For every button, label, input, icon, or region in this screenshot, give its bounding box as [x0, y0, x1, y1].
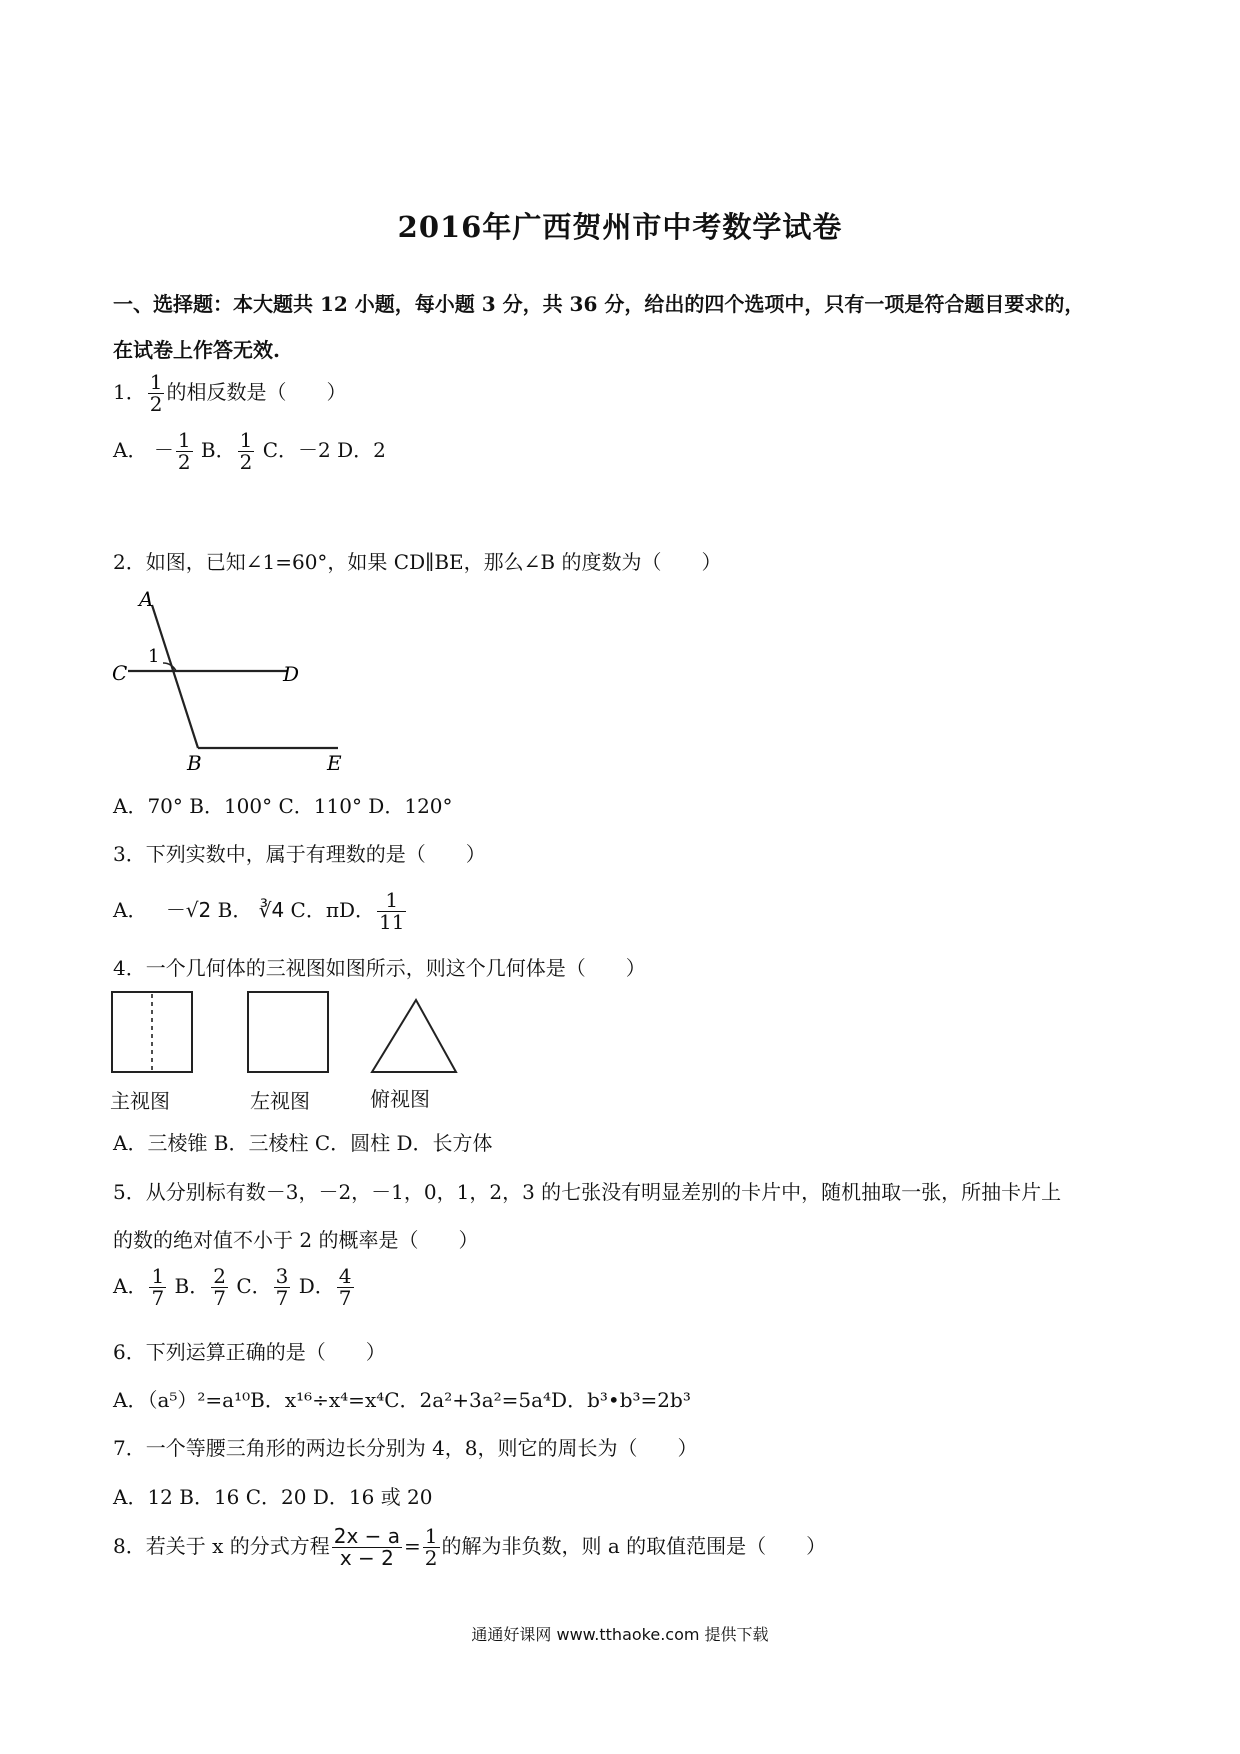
- question-2-options: A．70° B．100° C．110° D．120°: [113, 794, 453, 818]
- label-a: A: [139, 587, 154, 611]
- option-d-fraction: [377, 890, 406, 933]
- option-a-fraction: [149, 1266, 166, 1309]
- equals-sign: =: [404, 1534, 421, 1558]
- left-view-square: [248, 992, 328, 1072]
- numerator: 3: [275, 1264, 289, 1288]
- question-2-stem: 2．如图，已知∠1=60°，如果 CD∥BE，那么∠B 的度数为（ ）: [113, 550, 722, 574]
- view-label-top: 俯视图: [370, 1087, 430, 1111]
- angle-1-arc: [163, 663, 176, 671]
- question-text-post: 的解为非负数，则 a 的取值范围是（ ）: [441, 1534, 827, 1558]
- top-view-triangle: [372, 1000, 456, 1072]
- label-d: D: [283, 662, 300, 686]
- section-heading-line1: 一、选择题：本大题共 12 小题，每小题 3 分，共 36 分，给出的四个选项中，只有一项是符合题目要求的，: [113, 292, 1085, 316]
- numerator: 1: [377, 890, 406, 912]
- fraction: [148, 372, 165, 415]
- question-5-line1: 5．从分别标有数－3，－2，－1，0，1，2，3 的七张没有明显差别的卡片中，随机抽取一张，所抽卡片上: [113, 1180, 1062, 1204]
- question-text: 的相反数是（ ）: [166, 380, 347, 404]
- numerator: 4: [338, 1264, 352, 1288]
- denominator: 2: [177, 450, 191, 474]
- denominator: 2: [149, 392, 163, 416]
- option-d-fraction: [337, 1266, 354, 1309]
- page-title: 2016年广西贺州市中考数学试卷: [397, 210, 843, 244]
- denominator: 7: [338, 1286, 352, 1310]
- option-b-fraction: [211, 1266, 228, 1309]
- option-c-label: C．: [236, 1274, 272, 1298]
- numerator: 1: [239, 428, 253, 452]
- label-angle-1: 1: [148, 646, 160, 667]
- option-b-label: B．: [200, 438, 236, 462]
- option-c-fraction: [274, 1266, 291, 1309]
- option-c: C．π: [290, 898, 339, 922]
- numerator: 1: [151, 1264, 165, 1288]
- question-text-pre: 8．若关于 x 的分式方程: [113, 1534, 330, 1558]
- label-b: B: [187, 751, 202, 773]
- option-a-fraction: [176, 430, 193, 473]
- question-7-stem: 7．一个等腰三角形的两边长分别为 4，8，则它的周长为（ ）: [113, 1436, 698, 1460]
- denominator: 7: [151, 1286, 165, 1310]
- option-b-label: B．: [217, 898, 253, 922]
- page-footer: 通通好课网 www.tthaoke.com 提供下载: [471, 1625, 769, 1644]
- question-3-options: [113, 890, 408, 933]
- option-d-label: D．: [338, 898, 376, 922]
- label-e: E: [327, 751, 342, 773]
- denominator: 2: [424, 1546, 438, 1570]
- minus-sign: －: [153, 438, 174, 462]
- option-d-label: D．: [298, 1274, 335, 1298]
- question-1-options: [113, 430, 386, 473]
- section-heading-line2: 在试卷上作答无效.: [113, 338, 280, 362]
- question-5-line2: 的数的绝对值不小于 2 的概率是（ ）: [113, 1228, 479, 1252]
- question-7-options: A．12 B．16 C．20 D．16 或 20: [113, 1485, 433, 1509]
- denominator: 11: [379, 910, 405, 934]
- view-label-left: 左视图: [250, 1089, 310, 1113]
- option-b-fraction: [238, 430, 255, 473]
- question-number: 1．: [113, 380, 146, 404]
- option-d: D．2: [337, 438, 386, 462]
- question-5-options: [113, 1266, 356, 1309]
- equation-left-fraction: [332, 1526, 402, 1569]
- denominator: 7: [213, 1286, 226, 1310]
- label-c: C: [112, 661, 128, 685]
- numerator: 1: [177, 428, 191, 452]
- option-c: C．－2: [262, 438, 331, 462]
- option-b-label: B．: [174, 1274, 210, 1298]
- option-b-value: ∛4: [258, 898, 285, 922]
- question-3-stem: 3．下列实数中，属于有理数的是（ ）: [113, 842, 486, 866]
- numerator: 1: [424, 1524, 438, 1548]
- transversal-line-ab: [152, 605, 198, 748]
- numerator: 1: [149, 370, 163, 394]
- numerator: 2: [213, 1264, 226, 1288]
- option-a-label: A．: [113, 1274, 148, 1298]
- denominator: x − 2: [339, 1546, 394, 1570]
- question-8-stem: [113, 1526, 826, 1569]
- question-4-options: A．三棱锥 B．三棱柱 C．圆柱 D．长方体: [113, 1131, 493, 1155]
- front-view-figure: [110, 990, 460, 1080]
- denominator: 7: [275, 1286, 289, 1310]
- option-a-label: A．: [113, 438, 148, 462]
- question-6-options: A．（a⁵）²=a¹⁰B．x¹⁶÷x⁴=x⁴C．2a²+3a²=5a⁴D．b³•b³=2b³: [113, 1388, 691, 1412]
- option-a-label: A．: [113, 898, 148, 922]
- question-4-stem: 4．一个几何体的三视图如图所示，则这个几何体是（ ）: [113, 956, 646, 980]
- view-label-front: 主视图: [110, 1089, 170, 1113]
- parallel-lines-figure: [112, 585, 352, 773]
- equation-right-fraction: [423, 1526, 440, 1569]
- numerator: 2x − a: [333, 1524, 401, 1548]
- question-6-stem: 6．下列运算正确的是（ ）: [113, 1340, 386, 1364]
- question-1-stem: [113, 372, 346, 415]
- denominator: 2: [239, 450, 253, 474]
- option-a-value: －√2: [165, 898, 212, 922]
